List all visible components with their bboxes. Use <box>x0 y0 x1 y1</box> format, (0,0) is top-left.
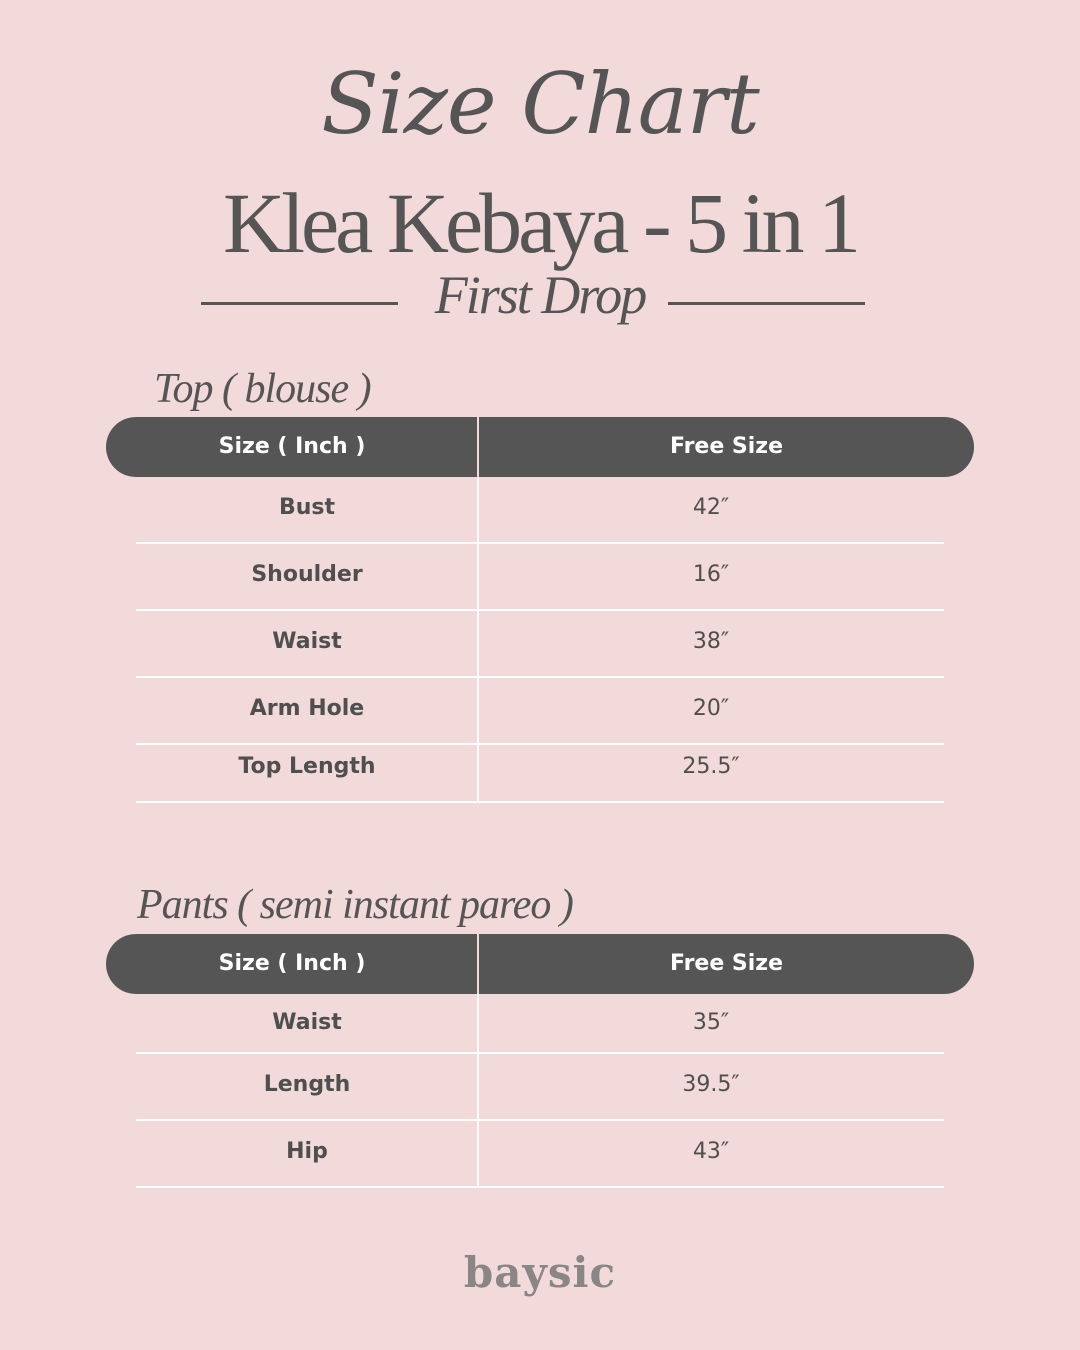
script-title: Size Chart <box>321 55 759 153</box>
top-table-header <box>106 417 974 477</box>
row-divider <box>136 801 944 803</box>
top-header-size-label: Size ( Inch ) <box>218 434 366 459</box>
pants-header-size-label: Size ( Inch ) <box>218 951 366 976</box>
row-label: Arm Hole <box>249 696 365 721</box>
row-value: 16″ <box>692 562 730 587</box>
row-value: 35″ <box>692 1010 730 1035</box>
table-row <box>136 544 944 611</box>
row-label: Shoulder <box>251 562 363 587</box>
row-value: 39.5″ <box>682 1072 740 1097</box>
row-value: 42″ <box>692 495 730 520</box>
row-value: 20″ <box>692 696 730 721</box>
pants-table-header <box>106 934 974 994</box>
table-row <box>136 611 944 678</box>
brand-logo: baysic <box>463 1248 617 1297</box>
right-divider-rule <box>668 302 865 305</box>
row-label: Length <box>263 1072 351 1097</box>
row-label: Hip <box>286 1139 328 1164</box>
row-label: Top Length <box>238 754 376 779</box>
table-row <box>136 994 944 1054</box>
row-divider <box>136 1186 944 1188</box>
subtitle: First Drop <box>434 265 646 325</box>
row-label: Bust <box>278 495 336 520</box>
row-label: Waist <box>272 1010 342 1035</box>
row-value: 25.5″ <box>682 754 740 779</box>
top-section-title: Top ( blouse ) <box>154 366 371 412</box>
page-title: Klea Kebaya - 5 in 1 <box>223 175 857 271</box>
row-label: Waist <box>272 629 342 654</box>
table-row <box>136 1121 944 1188</box>
top-header-free-size: Free Size <box>669 434 784 459</box>
row-value: 38″ <box>692 629 730 654</box>
table-row <box>136 678 944 745</box>
table-row <box>136 1054 944 1121</box>
row-value: 43″ <box>692 1139 730 1164</box>
table-row <box>136 736 944 803</box>
table-row <box>136 477 944 544</box>
pants-header-free-size: Free Size <box>669 951 784 976</box>
pants-section-title: Pants ( semi instant pareo ) <box>137 882 573 928</box>
